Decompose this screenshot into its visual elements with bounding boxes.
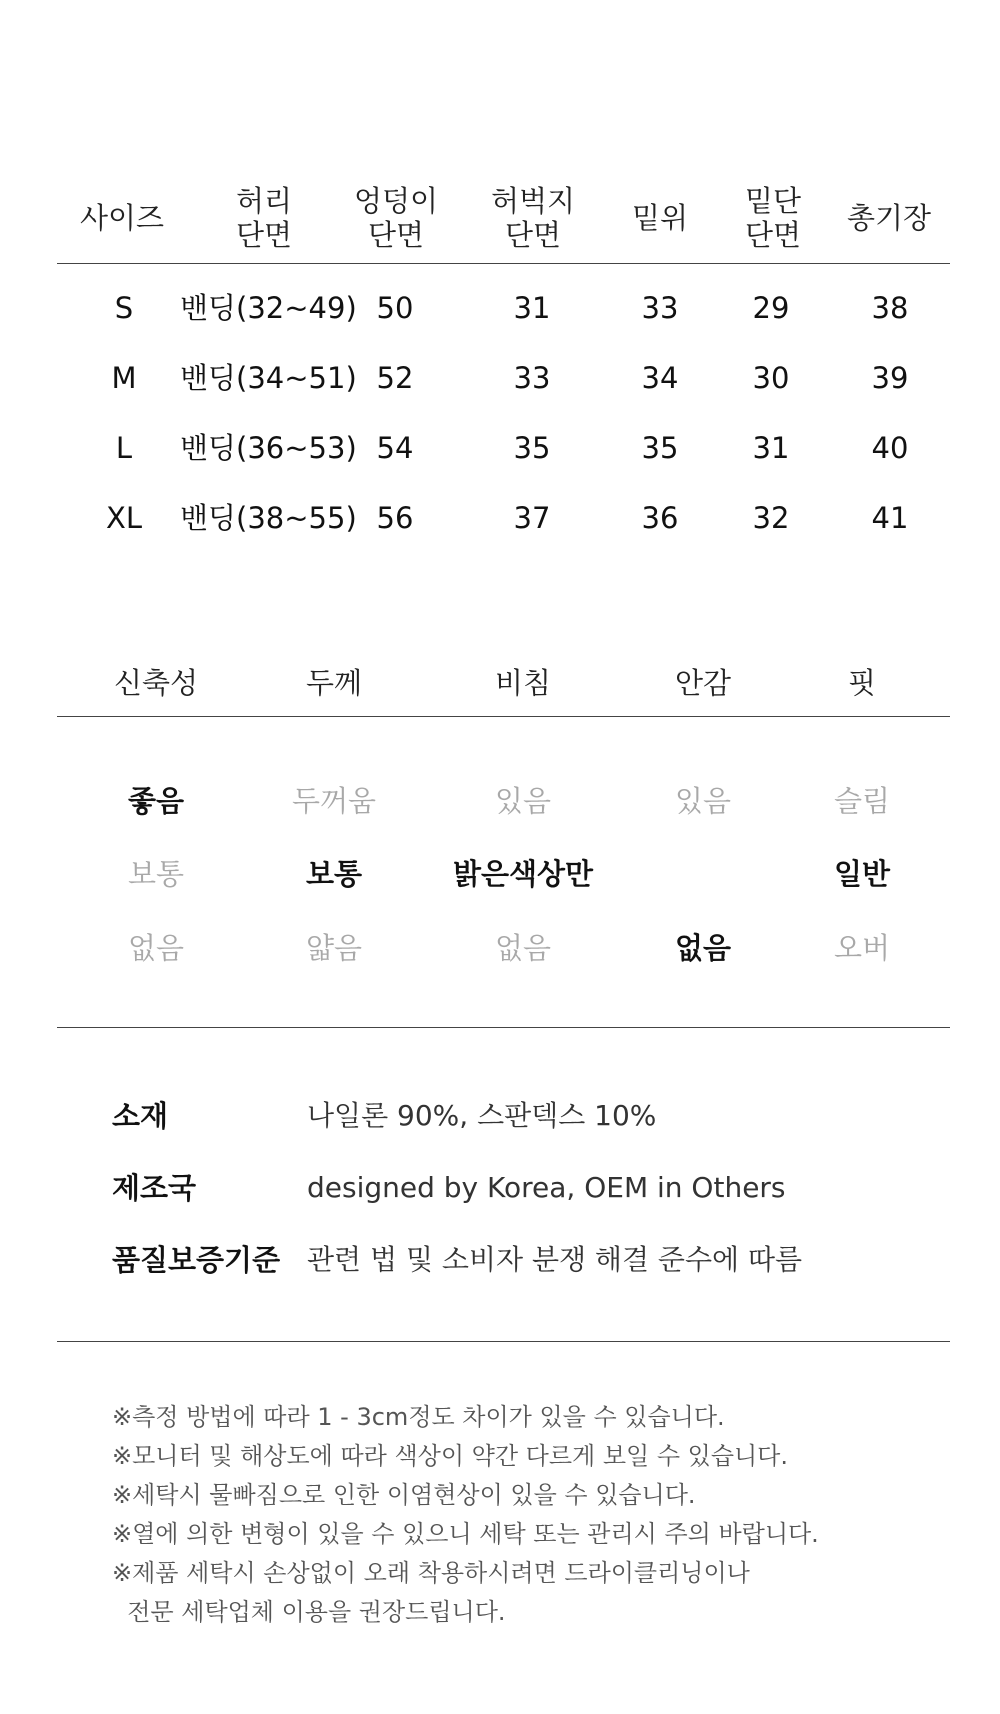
table-cell: 밴딩(34~51): [180, 361, 357, 395]
attr-value: 보통: [127, 857, 185, 891]
attr-header-thickness: 두께: [305, 666, 363, 700]
attr-value: 있음: [494, 784, 552, 818]
size-table-divider: [57, 263, 950, 264]
note-line: ※모니터 및 해상도에 따라 색상이 약간 다르게 보일 수 있습니다.: [112, 1442, 788, 1470]
attr-value: 두꺼움: [291, 784, 377, 818]
table-cell: 34: [641, 361, 679, 395]
table-cell: 30: [752, 361, 790, 395]
attr-table-bottom-divider: [57, 1027, 950, 1028]
info-label-warranty: 품질보증기준: [112, 1243, 281, 1277]
note-line: 전문 세탁업체 이용을 권장드립니다.: [112, 1598, 506, 1626]
info-value-warranty: 관련 법 및 소비자 분쟁 해결 준수에 따름: [307, 1243, 803, 1276]
attr-value: 좋음: [127, 784, 185, 818]
table-cell: 33: [641, 291, 679, 325]
table-cell: M: [111, 361, 137, 395]
note-line: ※측정 방법에 따라 1 - 3cm정도 차이가 있을 수 있습니다.: [112, 1403, 725, 1431]
attr-value: 없음: [674, 931, 732, 965]
table-cell: 52: [376, 361, 414, 395]
attr-value: 슬림: [833, 784, 891, 818]
size-header-hem: [745, 184, 801, 252]
attr-value: 없음: [494, 931, 552, 965]
table-cell: 33: [513, 361, 551, 395]
attr-value: 얇음: [305, 931, 363, 965]
note-line: ※세탁시 물빠짐으로 인한 이염현상이 있을 수 있습니다.: [112, 1481, 696, 1509]
table-cell: 밴딩(38~55): [180, 501, 357, 535]
size-header-rise: [632, 201, 688, 235]
header-text: 단면: [235, 218, 293, 252]
size-header-waist: [236, 184, 292, 252]
table-cell: 31: [513, 291, 551, 325]
table-cell: 31: [752, 431, 790, 465]
attr-header-lining: 안감: [674, 666, 732, 700]
table-cell: S: [114, 291, 134, 325]
table-cell: L: [115, 431, 133, 465]
note-line: ※열에 의한 변형이 있을 수 있으니 세탁 또는 관리시 주의 바랍니다.: [112, 1520, 819, 1548]
info-divider: [57, 1341, 950, 1342]
header-text: 밑단: [744, 184, 802, 218]
attr-header-stretch: 신축성: [113, 666, 199, 700]
attr-header-fit: 핏: [847, 666, 877, 700]
header-text: 허리: [235, 184, 293, 218]
info-label-material: 소재: [112, 1099, 169, 1133]
header-text: 단면: [744, 218, 802, 252]
size-header-hip: [354, 184, 438, 252]
info-value-material: 나일론 90%, 스판덱스 10%: [307, 1099, 657, 1132]
note-line: ※제품 세탁시 손상없이 오래 착용하시려면 드라이클리닝이나: [112, 1559, 750, 1587]
attr-value: 없음: [127, 931, 185, 965]
table-cell: 39: [871, 361, 909, 395]
table-cell: 밴딩(32~49): [180, 291, 357, 325]
table-cell: 40: [871, 431, 909, 465]
table-cell: 32: [752, 501, 790, 535]
table-cell: 35: [513, 431, 551, 465]
table-cell: 38: [871, 291, 909, 325]
table-cell: 밴딩(36~53): [180, 431, 357, 465]
info-label-origin: 제조국: [112, 1171, 197, 1205]
table-cell: 37: [513, 501, 551, 535]
attr-value: 오버: [833, 931, 891, 965]
header-text: 사이즈: [79, 201, 165, 235]
table-cell: 29: [752, 291, 790, 325]
table-cell: 41: [871, 501, 909, 535]
header-text: 단면: [367, 218, 425, 252]
attr-value: 밝은색상만: [452, 857, 594, 891]
size-header-length: [847, 201, 931, 235]
attr-value: 보통: [305, 857, 363, 891]
info-value-origin: designed by Korea, OEM in Others: [307, 1171, 786, 1204]
table-cell: XL: [105, 501, 143, 535]
attr-value: 일반: [833, 857, 891, 891]
header-text: 허벅지: [490, 184, 576, 218]
table-cell: 56: [376, 501, 414, 535]
header-text: 밑위: [631, 201, 689, 235]
size-header-thigh: [491, 184, 575, 252]
attr-value: 있음: [674, 784, 732, 818]
table-cell: 35: [641, 431, 679, 465]
attr-table-divider: [57, 716, 950, 717]
table-cell: 54: [376, 431, 414, 465]
table-cell: 36: [641, 501, 679, 535]
header-text: 엉덩이: [353, 184, 439, 218]
size-header-size: [80, 201, 164, 235]
header-text: 총기장: [846, 201, 932, 235]
attr-header-sheerness: 비침: [494, 666, 552, 700]
table-cell: 50: [376, 291, 414, 325]
header-text: 단면: [504, 218, 562, 252]
